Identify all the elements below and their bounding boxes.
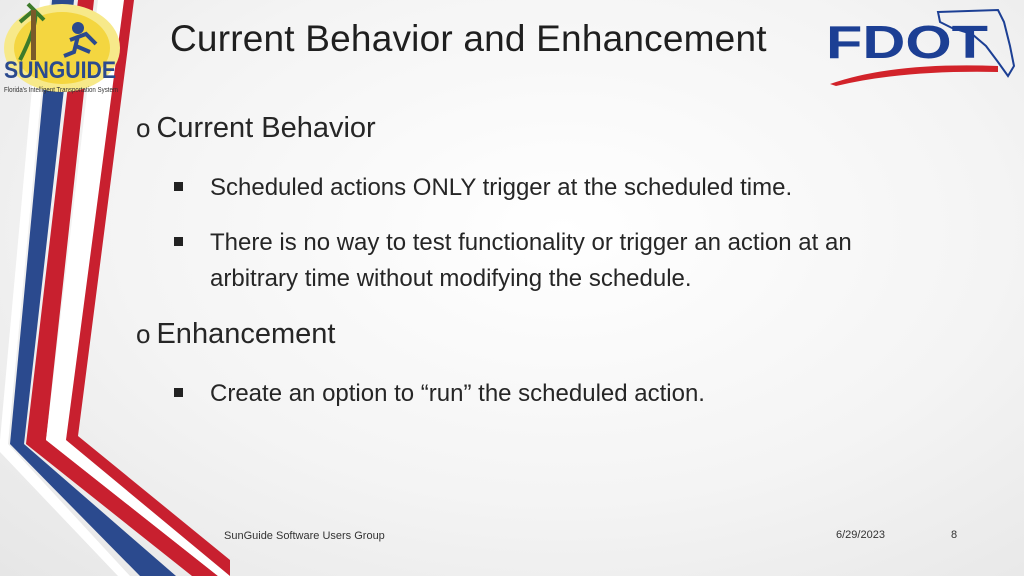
bullet-item xyxy=(174,376,934,412)
footer-organization: SunGuide Software Users Group xyxy=(224,530,385,542)
square-bullet-icon xyxy=(174,182,183,191)
fdot-logo xyxy=(822,6,1016,86)
footer-page-number: 8 xyxy=(951,529,958,541)
svg-text:SUNGUIDE: SUNGUIDE xyxy=(4,57,116,84)
hollow-bullet-icon: o xyxy=(136,319,151,349)
svg-text:FDOT: FDOT xyxy=(826,16,988,68)
bullet-text: Create an option to “run” the scheduled action. xyxy=(210,380,705,407)
bullet-item xyxy=(174,170,934,206)
slide-title: Current Behavior and Enhancement xyxy=(170,18,767,59)
section-heading-current-behavior xyxy=(136,112,376,145)
section-heading-enhancement xyxy=(136,318,335,351)
footer-date: 6/29/2023 xyxy=(836,529,885,541)
square-bullet-icon xyxy=(174,388,183,397)
hollow-bullet-icon: o xyxy=(136,113,151,143)
section-heading-label: Enhancement xyxy=(156,318,336,350)
sunguide-logo xyxy=(0,0,124,100)
square-bullet-icon xyxy=(174,237,183,246)
bullet-item xyxy=(174,225,934,297)
bullet-text: Scheduled actions ONLY trigger at the scheduled time. xyxy=(210,174,793,201)
svg-text:Florida's Intelligent Transpor: Florida's Intelligent Transportation System xyxy=(4,87,119,94)
section-heading-label: Current Behavior xyxy=(156,112,376,144)
bullet-text: There is no way to test functionality or trigger an action at an arbitrary time without modifying the schedule. xyxy=(210,229,852,292)
